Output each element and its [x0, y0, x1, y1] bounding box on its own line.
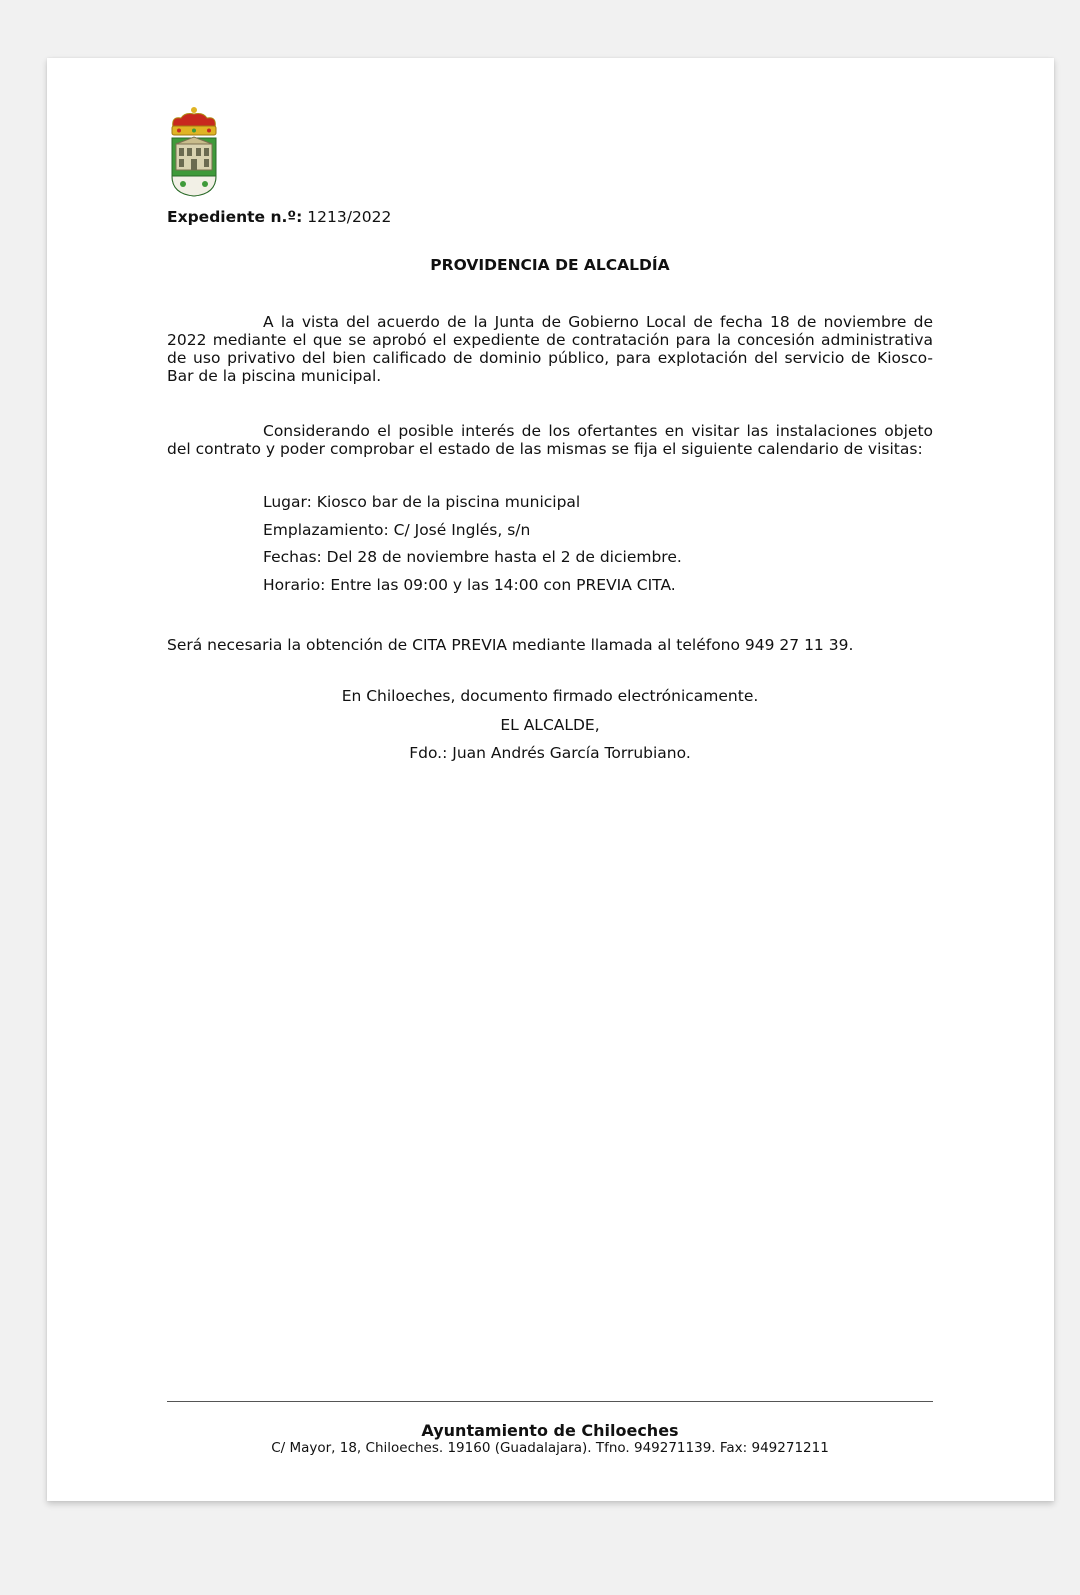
- visit-detail-emplazamiento: Emplazamiento: C/ José Inglés, s/n: [263, 521, 531, 539]
- expediente-line: [167, 208, 391, 226]
- paragraph-acuerdo-text: A la vista del acuerdo de la Junta de Gobierno Local de fecha 18 de noviembre de 2022 mediante el que se aprobó el expediente de contratación para la concesión administrativa de uso privativo del bien calificado de dominio público, para explotación del servicio de Kiosco-Bar de la piscina municipal.: [167, 313, 933, 385]
- visit-detail-fechas: Fechas: Del 28 de noviembre hasta el 2 de diciembre.: [263, 548, 682, 566]
- signature-role: EL ALCALDE,: [500, 716, 600, 734]
- municipal-coat-of-arms-icon: [167, 106, 221, 198]
- paragraph-visitas: [167, 422, 933, 458]
- cita-previa-notice: Será necesaria la obtención de CITA PREVIA mediante llamada al teléfono 949 27 11 39.: [167, 636, 854, 654]
- expediente-number: 1213/2022: [307, 208, 392, 226]
- document-page: [47, 58, 1054, 1501]
- document-title: PROVIDENCIA DE ALCALDÍA: [430, 256, 670, 274]
- footer-divider: [167, 1401, 933, 1402]
- expediente-label: Expediente n.º:: [167, 208, 303, 226]
- paragraph-visitas-text: Considerando el posible interés de los ofertantes en visitar las instalaciones objeto del contrato y poder comprobar el estado de las mismas se fija el siguiente calendario de visitas:: [167, 422, 933, 458]
- visit-detail-horario: Horario: Entre las 09:00 y las 14:00 con PREVIA CITA.: [263, 576, 676, 594]
- signature-place: En Chiloeches, documento firmado electrónicamente.: [341, 687, 759, 705]
- paragraph-acuerdo: [167, 313, 933, 385]
- footer-entity: Ayuntamiento de Chiloeches: [421, 1421, 679, 1440]
- visit-detail-lugar: Lugar: Kiosco bar de la piscina municipal: [263, 493, 581, 511]
- signature-name: Fdo.: Juan Andrés García Torrubiano.: [409, 744, 691, 762]
- footer-address: C/ Mayor, 18, Chiloeches. 19160 (Guadalajara). Tfno. 949271139. Fax: 949271211: [271, 1440, 829, 1456]
